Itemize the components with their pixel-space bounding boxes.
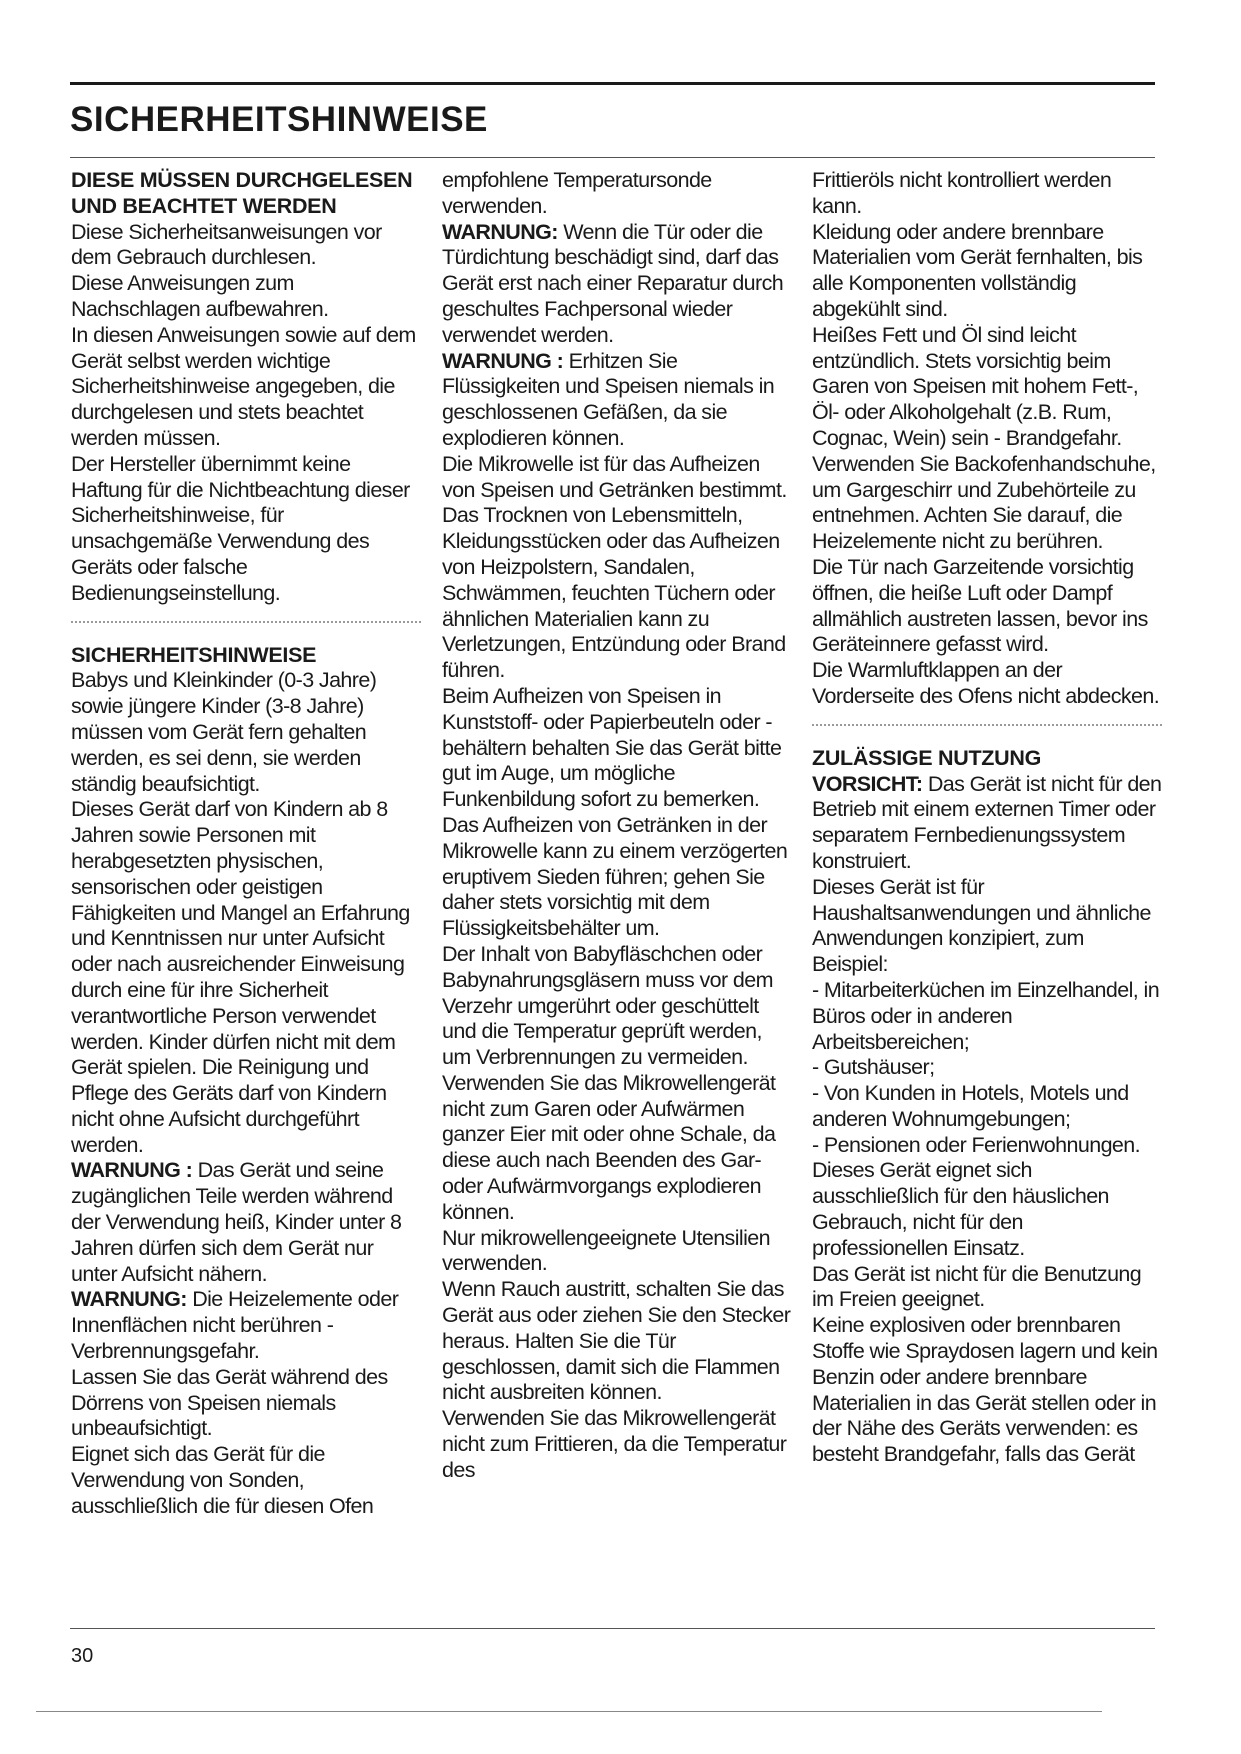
paragraph: Lassen Sie das Gerät während des Dörrens von Speisen niemals unbeaufsichtigt. <box>71 1364 388 1441</box>
paragraph: Das Gerät ist nicht für die Benutzung im Freien geeignet. <box>812 1261 1142 1312</box>
caution-label: VORSICHT: <box>812 771 923 796</box>
paragraph: Die Warmluftklappen an der Vorderseite des Ofens nicht abdecken. <box>812 658 1160 708</box>
list-item: - Von Kunden in Hotels, Motels und anderen Wohnumgebungen; <box>812 1081 1129 1131</box>
paragraph: Die Tür nach Garzeitende vorsichtig öffnen, die heiße Luft oder Dampf allmählich austreten lassen, bevor ins Geräteinnere gefasst wird. <box>812 554 1148 657</box>
list-item: - Gutshäuser; <box>812 1055 935 1080</box>
dotted-separator <box>812 724 1162 726</box>
warning-paragraph <box>442 349 792 452</box>
top-rule <box>70 82 1155 85</box>
paragraph: Eignet sich das Gerät für die Verwendung von Sonden, ausschließlich die für diesen Ofen <box>71 1442 374 1518</box>
page-title: SICHERHEITSHINWEISE <box>70 100 488 139</box>
paragraph: Beim Aufheizen von Speisen in Kunststoff- oder Papierbeuteln oder -behältern behalten Sie das Gerät bitte gut im Auge, um mögliche Funkenbildung sofort zu bemerken. <box>442 683 782 812</box>
paragraph: Dieses Gerät darf von Kindern ab 8 Jahren sowie Personen mit herabgesetzten physischen, sensorischen oder geistigen Fähigkeiten und Mangel an Erfahrung und Kenntnissen nur unter Aufsicht oder nach ausreichender Einweisung durch eine für ihre Sicherheit verantwortliche Person verwendet werden. Kinder dürfen nicht mit dem Gerät spielen. Die Reinigung und Pflege des Geräts darf von Kindern nicht ohne Aufsicht durchgeführt werden. <box>71 797 410 1157</box>
column-2 <box>442 168 792 1484</box>
paragraph: Verwenden Sie das Mikrowellengerät nicht zum Frittieren, da die Temperatur des <box>442 1406 787 1482</box>
paragraph: Frittieröls nicht kontrolliert werden kann. <box>812 168 1112 218</box>
section-heading-permitted-use: ZULÄSSIGE NUTZUNG <box>812 745 1042 770</box>
title-rule <box>70 157 1155 158</box>
paragraph: Nur mikrowellengeeignete Utensilien verwenden. <box>442 1225 770 1276</box>
caution-text: Das Gerät ist nicht für den Betrieb mit einem externen Timer oder separatem Fernbedienungssystem konstruiert. <box>812 771 1162 873</box>
paragraph: Die Mikrowelle ist für das Aufheizen von Speisen und Getränken bestimmt. Das Trocknen von Lebensmitteln, Kleidungsstücken oder das Aufheizen von Heizpolstern, Sandalen, Schwämmen, feuchten Tüchern oder ähnlichen Materialien kann zu Verletzungen, Entzündung oder Brand führen. <box>442 451 787 683</box>
column-1 <box>71 168 421 1520</box>
paragraph: Das Aufheizen von Getränken in der Mikrowelle kann zu einem verzögerten eruptivem Sieden führen; gehen Sie daher stets vorsichtig mit dem Flüssigkeitsbehälter um. <box>442 812 788 941</box>
warning-text: Erhitzen Sie Flüssigkeiten und Speisen niemals in geschlossenen Gefäßen, da sie explodieren können. <box>442 348 775 450</box>
warning-label: WARNUNG: <box>71 1287 187 1312</box>
paragraph: Der Hersteller übernimmt keine Haftung für die Nichtbeachtung dieser Sicherheitshinweise, für unsachgemäße Verwendung des Geräts oder falsche Bedienungseinstellung. <box>71 451 410 605</box>
paragraph: Babys und Kleinkinder (0-3 Jahre) sowie jüngere Kinder (3-8 Jahre) müssen vom Gerät fern gehalten werden, es sei denn, sie werden ständig beaufsichtigt. <box>71 668 377 796</box>
paragraph: In diesen Anweisungen sowie auf dem Gerät selbst werden wichtige Sicherheitshinweise angegeben, die durchgelesen und stets beachtet werden müssen. <box>71 322 416 450</box>
paragraph: Keine explosiven oder brennbaren Stoffe wie Spraydosen lagern und kein Benzin oder andere brennbare Materialien in das Gerät stellen oder in der Nähe des Geräts verwenden: es besteht Brandgefahr, falls das Gerät <box>812 1313 1158 1467</box>
bottom-rule <box>70 1628 1155 1629</box>
paragraph: Der Inhalt von Babyfläschchen oder Babynahrungsgläsern muss vor dem Verzehr umgerührt oder geschüttelt und die Temperatur geprüft werden, um Verbrennungen zu vermeiden. <box>442 941 773 1070</box>
warning-label: WARNUNG : <box>71 1158 193 1183</box>
paragraph: Wenn Rauch austritt, schalten Sie das Gerät aus oder ziehen Sie den Stecker heraus. Halten Sie die Tür geschlossen, damit sich die Flammen nicht ausbreiten können. <box>442 1277 791 1405</box>
paragraph: Verwenden Sie das Mikrowellengerät nicht zum Garen oder Aufwärmen ganzer Eier mit oder ohne Schale, da diese auch nach Beenden des Gar- oder Aufwärmvorgangs explodieren können. <box>442 1070 776 1224</box>
paragraph: Kleidung oder andere brennbare Materialien vom Gerät fernhalten, bis alle Komponenten vollständig abgekühlt sind. <box>812 219 1143 321</box>
warning-paragraph <box>71 1287 421 1364</box>
warning-text: Wenn die Tür oder die Türdichtung beschädigt sind, darf das Gerät erst nach einer Reparatur durch geschultes Fachpersonal wieder verwendet werden. <box>442 219 784 347</box>
paragraph: Verwenden Sie Backofenhandschuhe, um Gargeschirr und Zubehörteile zu entnehmen. Achten Sie darauf, die Heizelemente nicht zu berühren. <box>812 451 1156 554</box>
warning-label: WARNUNG : <box>442 348 564 373</box>
caution-paragraph <box>812 772 1162 875</box>
paragraph: Dieses Gerät ist für Haushaltsanwendungen und ähnliche Anwendungen konzipiert, zum Beispiel: <box>812 874 1151 977</box>
list-item: - Pensionen oder Ferienwohnungen. <box>812 1132 1141 1157</box>
warning-paragraph <box>442 220 792 349</box>
paragraph: empfohlene Temperatursonde verwenden. <box>442 168 712 218</box>
page-number: 30 <box>71 1645 94 1667</box>
warning-paragraph <box>71 1158 421 1287</box>
section-heading-read-and-observe: DIESE MÜSSEN DURCHGELESEN UND BEACHTET WERDEN <box>71 168 413 218</box>
section-heading-safety-notes: SICHERHEITSHINWEISE <box>71 642 317 667</box>
footer-rule <box>36 1711 1102 1712</box>
paragraph: Diese Sicherheitsanweisungen vor dem Gebrauch durchlesen. <box>71 219 382 270</box>
warning-text: Die Heizelemente oder Innenflächen nicht berühren - Verbrennungsgefahr. <box>71 1287 399 1364</box>
dotted-separator <box>71 621 421 623</box>
paragraph: Diese Anweisungen zum Nachschlagen aufbewahren. <box>71 271 329 321</box>
warning-label: WARNUNG: <box>442 219 558 244</box>
paragraph: Dieses Gerät eignet sich ausschließlich für den häuslichen Gebrauch, nicht für den professionellen Einsatz. <box>812 1158 1109 1260</box>
column-3 <box>812 168 1162 1468</box>
paragraph: Heißes Fett und Öl sind leicht entzündlich. Stets vorsichtig beim Garen von Speisen mit hohem Fett-, Öl- oder Alkoholgehalt (z.B. Rum, Cognac, Wein) sein - Brandgefahr. <box>812 322 1139 450</box>
list-item: - Mitarbeiterküchen im Einzelhandel, in Büros oder in anderen Arbeitsbereichen; <box>812 977 1160 1054</box>
warning-text: Das Gerät und seine zugänglichen Teile werden während der Verwendung heiß, Kinder unter 8 Jahren dürfen sich dem Gerät nur unter Aufsicht nähern. <box>71 1158 402 1286</box>
